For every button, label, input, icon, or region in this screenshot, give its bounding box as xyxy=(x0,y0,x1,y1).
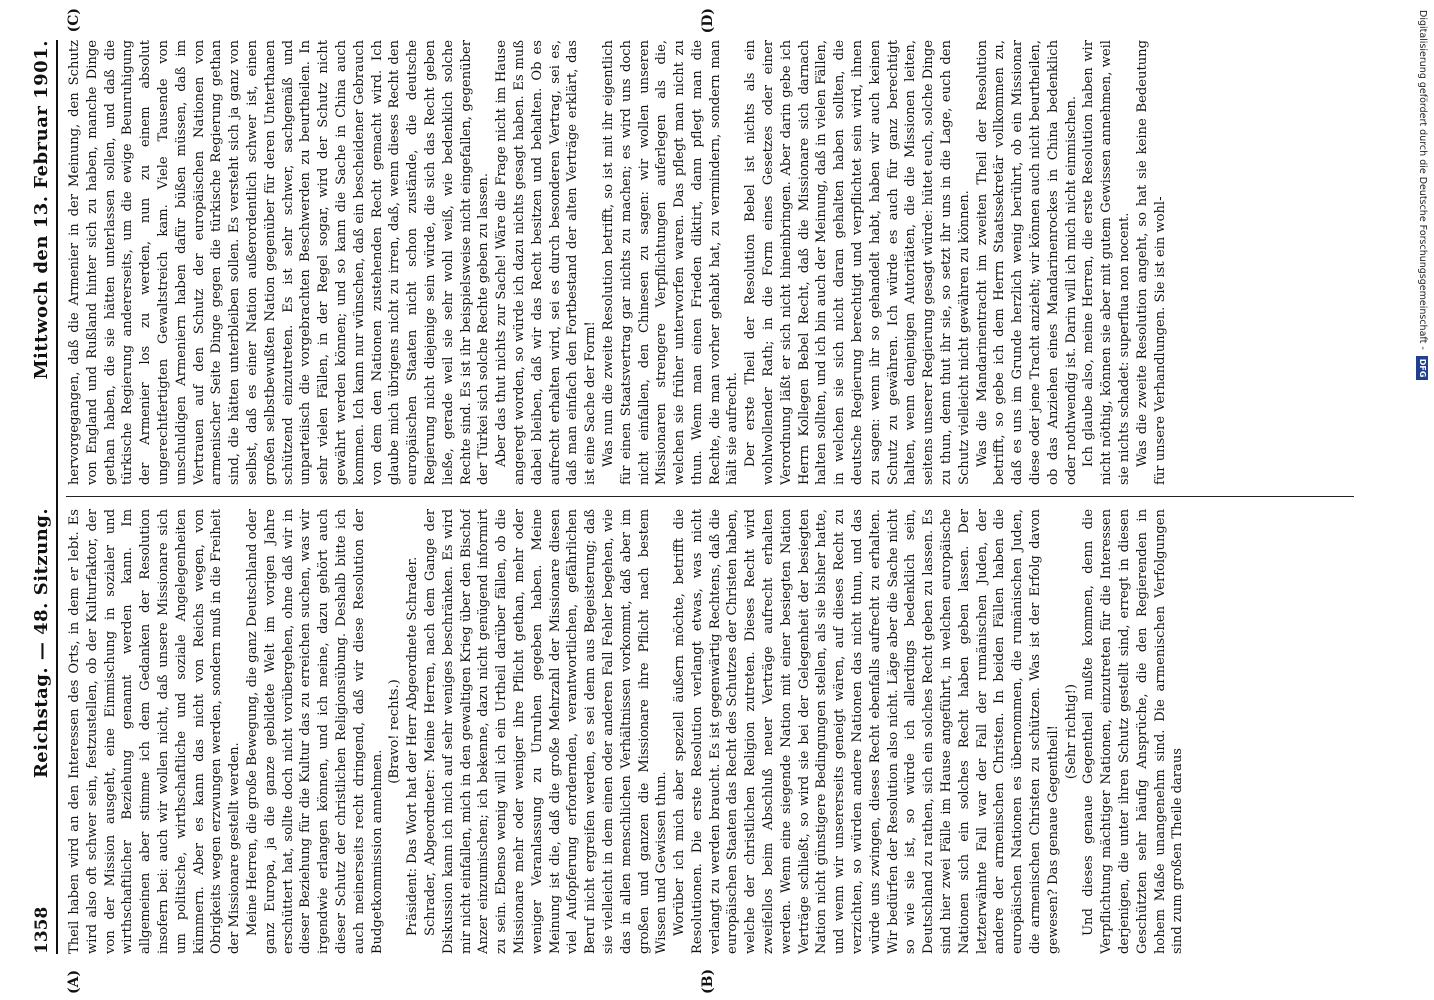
paragraph: Der erste Theil der Resolution Bebel ist nichts als ein wohlwollender Rath; in die Form eines Gesetzes oder einer Verordnung läßt er sich nicht hineinbringen. Aber darin gebe ich Herrn Kollegen Bebel Recht, daß die Missionare sich darnach halten sollten, und ich bin auch der Meinung, daß in vielen Fällen, in welchen sie sich nicht daran gehalten haben sollten, die deutsche Regierung berechtigt und verpflichtet sein wird, ihnen zu sagen: wenn ihr so gehandelt habt, haben wir auch keinen Schutz zu gewähren. Ich würde es auch für ganz berechtigt halten, wenn denjenigen Autoritäten, die die Missionen leiten, seitens unserer Regierung gesagt würde: hütet euch, solche Dinge zu thun, denn thut ihr sie, so setzt ihr uns in die Lage, euch den Schutz vielleicht nicht gewähren zu können. xyxy=(743,40,972,485)
paragraph: hervorgegangen, daß die Armenier in der Meinung, den Schutz von England und Rußland hinter sich zu haben, manche Dinge gethan haben, die sie hätten unterlassen sollen, und daß die türkische Regierung andererseits, um die ewige Beunruhigung der Armenier los zu werden, nun zu einem absolut ungerechtfertigten Gewaltstreich kam. Viele Tausende von unschuldigen Armeniern haben dafür büßen müssen, daß im Vertrauen auf den Schutz der europäischen Nationen von armenischer Seite Dinge gegen die türkische Regierung gethan sind, die hätten unterbleiben sollen. Es versteht sich ja ganz von selbst, daß es einer Nation außerordentlich schwer ist, einen großen selbstbewußten Nation gegenüber für deren Unterthanen schützend einzutreten. Es ist sehr schwer, sachgemäß und unparteiisch die vorgebrachten Beschwerden zu beurtheilen. In sehr vielen Fällen, in der Regel sogar, wird der Schutz nicht gewährt werden können; und so kann die Sache in China auch kommen. Ich kann nur wünschen, daß ein bescheidener Gebrauch von dem den Nationen zustehenden Recht gemacht wird. Ich glaube mich übrigens nicht zu irren, daß, wenn dieses Recht den europäischen Staaten nicht schon zustände, die deutsche Regierung nicht diejenige sein würde, die sich das Recht geben ließe, gerade weil sie sehr wohl weiß, wie bedenklich solche Rechte sind. Es ist ihr beispielsweise nicht eingefallen, gegenüber der Türkei sich solche Rechte geben zu lassen. xyxy=(67,40,492,485)
margin-mark-d: (D) xyxy=(700,8,716,34)
paragraph: Aber das thut nichts zur Sache! Wäre die Frage nicht im Hause angeregt worden, so würde ich dazu nichts gesagt haben. Es muß dabei bleiben, daß wir das Recht besitzen und behalten. Ob es aufrecht erhalten wird, sei es durch besonderen Vertrag, sei es, daß man einfach den Fortbestand der alten Verträge erklärt, das ist eine Sache der Form! xyxy=(494,40,599,485)
interjection: (Sehr richtig!) xyxy=(1063,683,1079,780)
attribution-text: Digitalisierung gefördert durch die Deutsche Forschungsgemeinschaft - xyxy=(1417,10,1428,350)
paragraph: Theil haben wird an den Interessen des Orts, in dem er lebt. Es wird also oft schwer sein, festzustellen, ob der Kulturfaktor, der von der Mission ausgeht, eine Einmischung in sozialer und wirthschaftlicher Beziehung genannt werden kann. Im allgemeinen aber stimme ich dem Gedanken der Resolution insofern bei: auch wir wollen nicht, daß unsere Missionare sich um politische, wirthschaftliche und soziale Angelegenheiten kümmern. Aber es kann das nicht von Reichs wegen, von Obrigkeits wegen erzwungen werden, sondern muß in die Freiheit der Missionare gestellt werden. xyxy=(67,509,243,954)
paragraph: Was nun die zweite Resolution betrifft, so ist mit ihr eigentlich für einen Staatsvertrag gar nichts zu machen; es wird uns doch nicht einfallen, den Chinesen zu sagen: wir wollen unseren Missionaren strengere Verpflichtungen auferlegen als die, welchen sie früher unterworfen waren. Das pflegt man nicht zu thun. Wenn man einen Frieden diktirt, dann pflegt man die Rechte, die man vorher gehabt hat, zu vermindern, sondern man hält sie aufrecht. xyxy=(600,40,741,485)
paragraph: Und dieses genaue Gegentheil mußte kommen, denn die Verpflichtung mächtiger Nationen, einzutreten für die Interessen derjenigen, die unter ihren Schutz gestellt sind, erregt in diesen Geschützten sehr häufig Ansprüche, die den Regierenden in hohem Maße unangenehm sind. Die armenischen Verfolgungen sind zum großen Theile daraus xyxy=(1081,509,1186,954)
paragraph: Was die zweite Resolution angeht, so hat sie keine Bedeutung für unsere Verhandlungen. Sie ist ein wohl- xyxy=(1134,40,1168,485)
paragraph: Meine Herren, die große Bewegung, die ganz Deutschland oder ganz Europa, ja die ganze gebildete Welt im vorigen Jahre erschüttert hat, sollte doch nicht vorübergehen, ohne daß wir in dieser Beziehung für die Kultur das zu erreichen suchen, was wir irgendwie erlangen können, und ich meine, dazu gehört auch dieser Schutz der christlichen Religionsübung. Deshalb bitte ich auch meinerseits recht dringend, daß wir diese Resolution der Budgetkommission annehmen. xyxy=(244,509,385,954)
dfg-logo: DFG xyxy=(1416,356,1428,381)
speaker-announcement: Präsident: Das Wort hat der Herr Abgeordnete Schrader. xyxy=(405,556,421,936)
running-head-right: Mittwoch den 13. Februar 1901. xyxy=(31,40,52,380)
paragraph: Worüber ich mich aber speziell äußern möchte, betrifft die Resolutionen. Die erste Resolution verlangt etwas, was nicht verlangt zu werden braucht. Es ist gegenwärtig Rechtens, daß die europäischen Staaten das Recht des Schutzes der Christen haben, welche der christlichen Religion zutreten. Dieses Recht wird zweifellos beim Abschluß neuer Verträge aufrecht erhalten werden. Wenn eine siegende Nation mit einer besiegten Nation Verträge schließt, so wird sie bei der Gelegenheit der besiegten Nation nicht günstigere Bedingungen stellen, als sie bisher hatte, und wenn wir unsererseits geneigt wären, auf dieses Recht zu verzichten, so würden andere Nationen das nicht thun, und das würde uns zwingen, dieses Recht ebenfalls aufrecht zu erhalten. Wir bedürfen der Resolution also nicht. Läge aber die Sache nicht so wie sie ist, so würde ich allerdings bedenklich sein, Deutschland zu rathen, sich ein solches Recht geben zu lassen. Es sind hier zwei Fälle im Hause angeführt, in welchen europäische Nationen sich ein solches Recht haben geben lassen. Der letzterwähnte Fall war der Fall der rumänischen Juden, der andere der armenischen Christen. In beiden Fällen haben die europäischen Nationen es übernommen, die rumänischen Juden, die armenischen Christen zu schützen. Was ist der Erfolg davon gewesen? Das genaue Gegentheil! xyxy=(672,509,1061,954)
left-column xyxy=(66,509,1354,954)
margin-mark-c: (C) xyxy=(66,8,82,33)
digitization-attribution xyxy=(1412,10,1432,990)
paragraph: Was die Mandarinentracht im zweiten Theil der Resolution betrifft, so gebe ich dem Herrn Staatssekretär vollkommen zu, daß es uns im Grunde herzlich wenig berührt, ob ein Missionar diese oder jene Tracht anzieht; wir können auch nicht beurtheilen, ob das Anziehen eines Mandarinenrockes in China bedenklich oder nothwendig ist. Darin will ich mich nicht einmischen. xyxy=(974,40,1079,485)
paragraph: Schrader, Abgeordneter: Meine Herren, nach dem Gange der Diskussion kann ich mich auf sehr weniges beschränken. Es wird mir nicht einfallen, mich in den gewaltigen Krieg über den Bischof Anzer einzumischen; ich bekenne, dazu nicht genügend informirt zu sein. Ebenso wenig will ich ein Urtheil darüber fällen, ob die Missionare mehr oder weniger ihre Pflicht gethan, mehr oder weniger Veranlassung zu Unruhen gegeben haben. Meine Meinung ist die, daß die große Mehrzahl der Missionare diesen viel Aufopferung erfordernden, verantwortlichen, gefährlichen Beruf nicht ergreifen werden, es sei denn aus Begeisterung; daß sie vielleicht in dem einen oder anderen Fall Fehler begehen, wie das in allen menschlichen Verhältnissen vorkommt, daß aber im großen und ganzen die Missionare ihre Pflicht nach bestem Wissen und Gewissen thun. xyxy=(422,509,670,954)
page-number: 1358 xyxy=(32,906,52,954)
paragraph: Ich glaube also, meine Herren, die erste Resolution haben wir nicht nöthig, können sie aber mit gutem Gewissen annehmen, weil sie nichts schadet: superflua non nocent. xyxy=(1081,40,1133,485)
page-header xyxy=(0,40,58,954)
margin-mark-b: (B) xyxy=(700,968,716,994)
running-head-left: Reichstag. — 48. Sitzung. xyxy=(31,507,52,779)
margin-mark-a: (A) xyxy=(66,969,82,994)
interjection: (Bravo! rechts.) xyxy=(387,679,403,784)
text-columns xyxy=(66,40,1354,954)
right-column xyxy=(66,40,1354,485)
